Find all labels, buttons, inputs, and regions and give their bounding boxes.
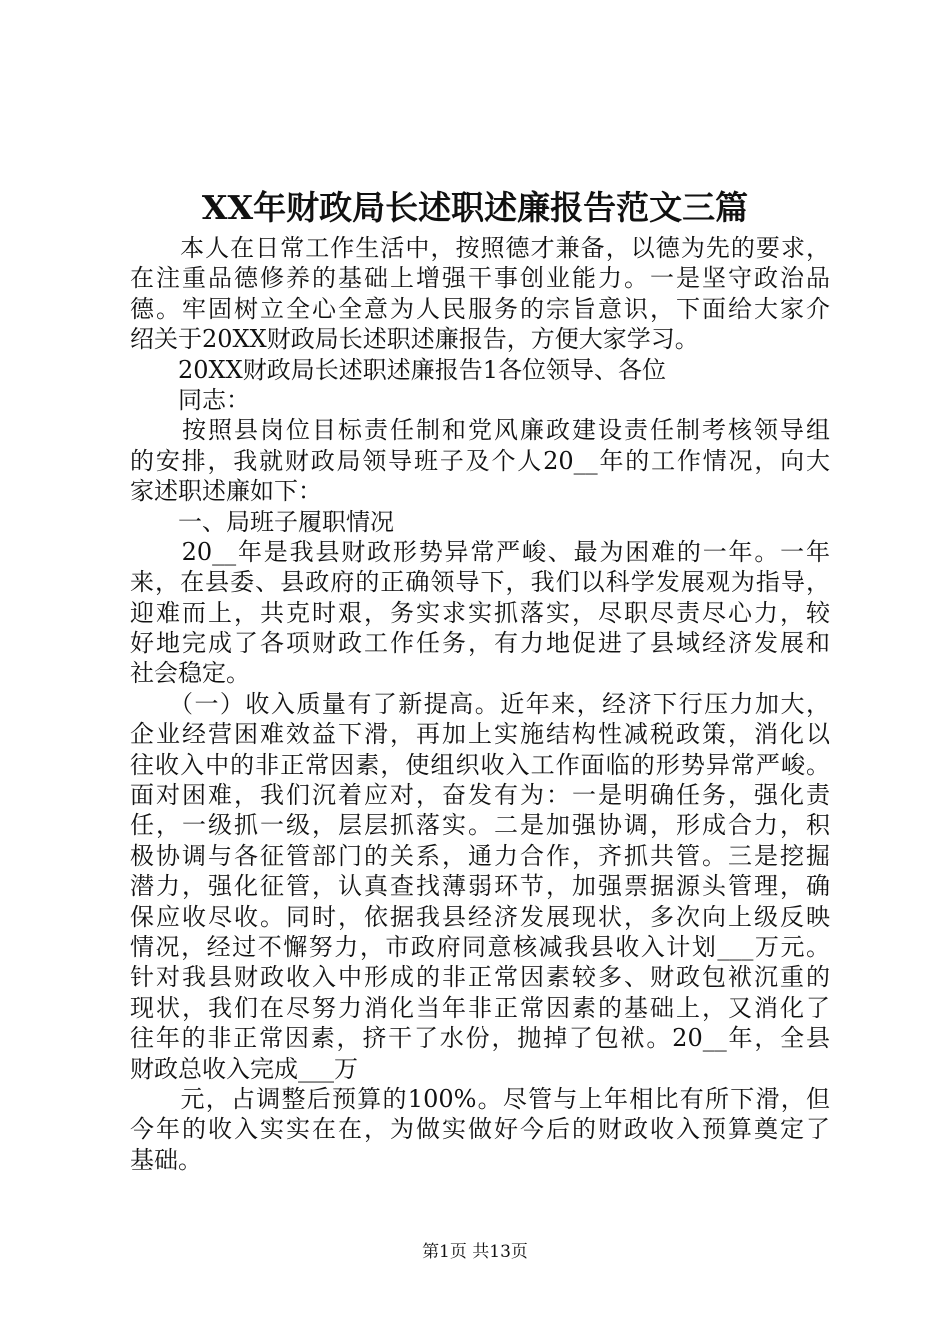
- text-line: 针对我县财政收入中形成的非正常因素较多、财政包袱沉重的: [130, 963, 830, 992]
- text-line: 好地完成了各项财政工作任务，有力地促进了县域经济发展和: [130, 629, 830, 658]
- text-line: 在注重品德修养的基础上增强干事创业能力。一是坚守政治品: [130, 264, 830, 293]
- text-line: 面对困难，我们沉着应对，奋发有为：一是明确任务，强化责: [130, 781, 830, 810]
- text-line: 来，在县委、县政府的正确领导下，我们以科学发展观为指导，: [130, 568, 830, 597]
- text-line: 任，一级抓一级，层层抓落实。二是加强协调，形成合力，积: [130, 811, 830, 840]
- text-line: 一、局班子履职情况: [130, 507, 394, 536]
- text-line: 迎难而上，共克时艰，务实求实抓落实，尽职尽责尽心力，较: [130, 598, 830, 627]
- text-line: 20XX财政局长述职述廉报告1各位领导、各位: [130, 355, 666, 384]
- text-line: 现状，我们在尽努力消化当年非正常因素的基础上，又消化了: [130, 993, 830, 1022]
- text-line: 企业经营困难效益下滑，再加上实施结构性减税政策，消化以: [130, 720, 830, 749]
- text-line: 绍关于20XX财政局长述职述廉报告，方便大家学习。: [130, 325, 699, 354]
- text-line: （一）收入质量有了新提高。近年来，经济下行压力加大，: [130, 689, 830, 718]
- document-body: [130, 233, 830, 1175]
- text-line: 按照县岗位目标责任制和党风廉政建设责任制考核领导组: [130, 416, 830, 445]
- page-footer: 第1页 共13页: [422, 1242, 528, 1262]
- document-title: XX年财政局长述职述廉报告范文三篇: [201, 188, 749, 227]
- text-line: 保应收尽收。同时，依据我县经济发展现状，多次向上级反映: [130, 902, 830, 931]
- text-line: 往收入中的非正常因素，使组织收入工作面临的形势异常严峻。: [130, 750, 830, 779]
- text-line: 本人在日常工作生活中，按照德才兼备，以德为先的要求，: [130, 234, 830, 262]
- text-line: 情况，经过不懈努力，市政府同意核减我县收入计划___万元。: [130, 932, 830, 961]
- text-line: 20__年是我县财政形势异常严峻、最为困难的一年。一年: [130, 537, 830, 566]
- text-line: 德。牢固树立全心全意为人民服务的宗旨意识，下面给大家介: [130, 294, 830, 323]
- text-line: 今年的收入实实在在，为做实做好今后的财政收入预算奠定了: [130, 1115, 830, 1144]
- text-line: 财政总收入完成___万: [130, 1054, 358, 1083]
- text-line: 家述职述廉如下：: [130, 477, 322, 506]
- text-line: 潜力，强化征管，认真查找薄弱环节，加强票据源头管理，确: [130, 872, 830, 901]
- text-line: 同志：: [130, 385, 250, 414]
- text-line: 往年的非正常因素，挤干了水份，抛掉了包袱。20__年，全县: [130, 1024, 830, 1053]
- text-line: 极协调与各征管部门的关系，通力合作，齐抓共管。三是挖掘: [130, 841, 830, 870]
- text-line: 的安排，我就财政局领导班子及个人20__年的工作情况，向大: [130, 446, 830, 475]
- text-line: 社会稳定。: [130, 659, 250, 688]
- text-line: 基础。: [130, 1145, 202, 1174]
- text-line: 元，占调整后预算的100%。尽管与上年相比有所下滑，但: [130, 1084, 830, 1113]
